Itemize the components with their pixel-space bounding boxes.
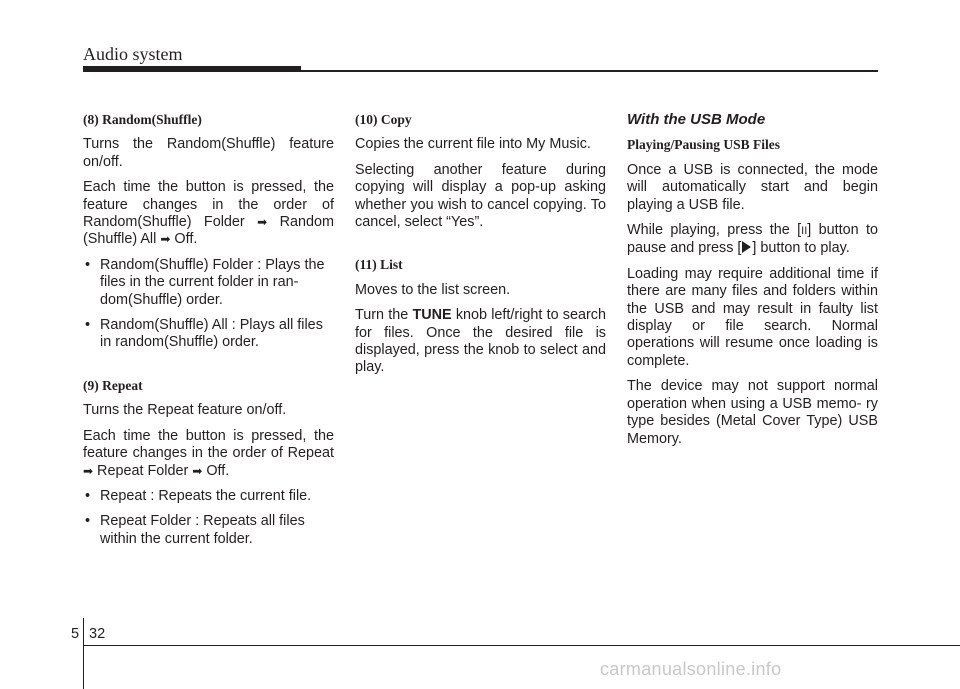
bullet-item: • Random(Shuffle) All : Plays all files in random(Shuffle) order. (83, 317, 334, 352)
text-run: Off. (170, 231, 198, 248)
chapter-number: 5 (71, 626, 80, 642)
text-run: While playing, press the [ (627, 222, 802, 239)
usb-paragraph-2 (627, 222, 878, 258)
text-run: Each time the button is pressed, the feature changes in the order of Random(Shuffle) Folder (83, 179, 334, 231)
section-9-paragraph-2 (83, 428, 334, 480)
text-run: Repeat Folder (93, 462, 193, 479)
section-11-paragraph-2 (355, 307, 606, 377)
right-arrow-icon: ➡ (257, 215, 268, 230)
bullet-item: • Repeat : Repeats the current file. (83, 488, 334, 505)
page-title: Audio system (83, 44, 183, 64)
watermark: carmanualsonline.info (600, 659, 782, 679)
footer-rule (83, 645, 960, 646)
section-11-heading: (11) List (355, 257, 403, 273)
section-8-bullets (83, 257, 334, 352)
section-9-paragraph-1: Turns the Repeat feature on/off. (83, 402, 287, 419)
section-8-paragraph-1: Turns the Random(Shuffle) feature on/off. (83, 136, 334, 170)
header-rule-thin (301, 70, 878, 72)
text-run: Random (Shuffle) All (83, 214, 334, 248)
bullet-item: • Random(Shuffle) Folder : Plays the files in the current folder in ran- dom(Shuffle) order. (83, 257, 334, 309)
playing-pausing-heading: Playing/Pausing USB Files (627, 137, 781, 153)
pause-icon: II (801, 225, 808, 238)
text-run: knob left/right to search for files. Once the desired file is displayed, press the knob to select and play. (355, 307, 606, 376)
text-run: Each time the button is pressed, the feature changes in the order of Repeat (83, 427, 334, 462)
section-10-heading: (10) Copy (355, 112, 412, 127)
column-3 (627, 111, 878, 456)
section-10-paragraph-2: Selecting another feature during copying will display a pop-up asking whether you wish to cancel copying. To cancel, select “Yes”. (355, 161, 606, 231)
right-arrow-icon: ➡ (83, 463, 94, 478)
text-run: ] button to pause and press [ (627, 222, 878, 257)
play-icon (742, 241, 751, 253)
section-9-bullets (83, 488, 334, 548)
usb-paragraph-4: The device may not support normal operation when using a USB memo- ry type besides (Metal Cover Type) USB Memory. (627, 378, 878, 447)
usb-paragraph-3: Loading may require additional time if there are many files and folders within the USB and may result in faulty list display or file search. Normal operations will resume once loading is complete. (627, 265, 878, 369)
page-number: 32 (89, 626, 106, 642)
usb-paragraph-1: Once a USB is connected, the mode will automatically start and begin playing a USB file. (627, 161, 878, 213)
column-1 (83, 111, 334, 556)
text-run: Turn the (355, 307, 413, 324)
right-arrow-icon: ➡ (192, 463, 203, 478)
section-8-paragraph-2 (83, 179, 334, 249)
usb-mode-heading: With the USB Mode (627, 111, 766, 128)
text-run: ] button to play. (752, 240, 850, 257)
bullet-item: • Repeat Folder : Repeats all files within the current folder. (83, 513, 334, 548)
tune-knob-label: TUNE (412, 307, 452, 324)
right-arrow-icon: ➡ (160, 232, 171, 247)
header-rule-thick (83, 66, 301, 72)
section-11-paragraph-1: Moves to the list screen. (355, 281, 511, 298)
footer-divider (83, 618, 84, 689)
column-2 (355, 111, 606, 385)
section-9-heading: (9) Repeat (83, 377, 143, 393)
text-run: Off. (202, 462, 230, 479)
section-8-heading: (8) Random(Shuffle) (83, 112, 202, 127)
section-10-paragraph-1: Copies the current file into My Music. (355, 136, 591, 153)
